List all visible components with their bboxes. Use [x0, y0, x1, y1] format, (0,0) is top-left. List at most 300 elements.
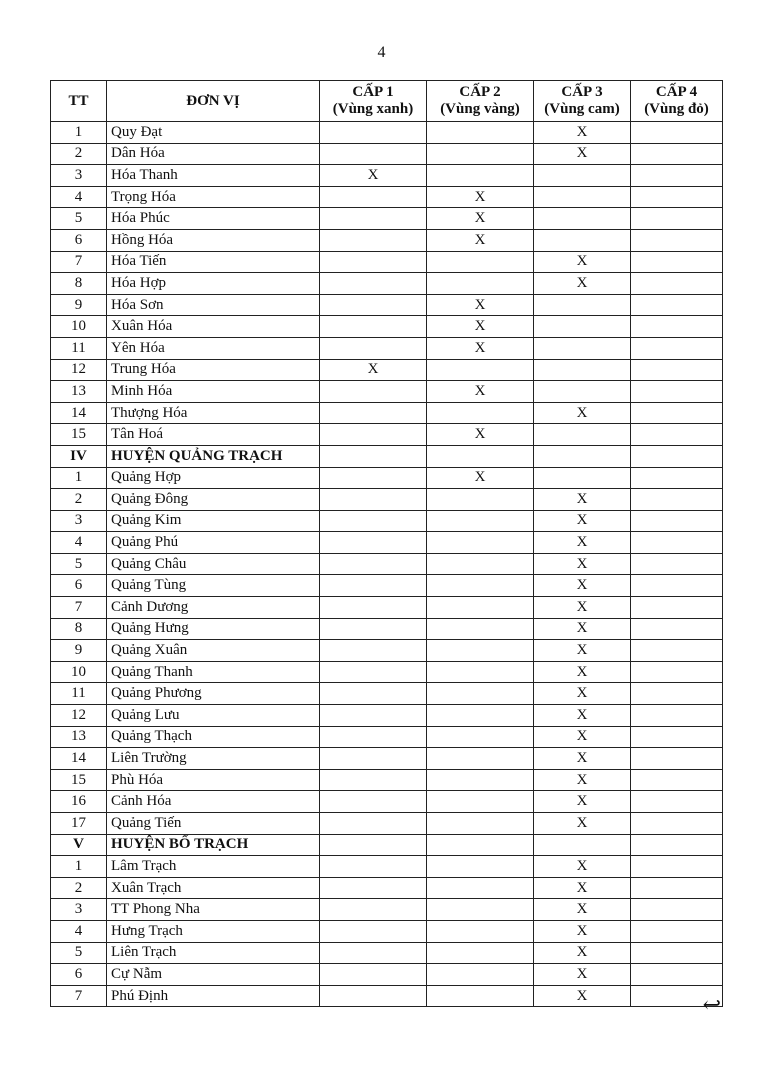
row-tt: 11	[51, 337, 107, 359]
zone-level-table	[50, 80, 723, 1007]
row-cap4	[631, 856, 723, 878]
row-cap1	[320, 661, 427, 683]
row-cap1	[320, 122, 427, 144]
row-name: Cảnh Hóa	[107, 791, 320, 813]
row-tt: 4	[51, 920, 107, 942]
row-cap4	[631, 791, 723, 813]
header-cap3	[534, 81, 631, 122]
row-name: Quảng Thạch	[107, 726, 320, 748]
table-row	[51, 618, 723, 640]
row-cap4	[631, 640, 723, 662]
row-cap4	[631, 813, 723, 835]
row-cap3	[534, 381, 631, 403]
row-cap4	[631, 532, 723, 554]
row-cap4	[631, 381, 723, 403]
row-cap1	[320, 575, 427, 597]
header-cap3-title: CẤP 3	[561, 84, 603, 100]
header-cap4	[631, 81, 723, 122]
row-cap4	[631, 402, 723, 424]
row-cap1	[320, 208, 427, 230]
table-row	[51, 467, 723, 489]
row-cap1	[320, 769, 427, 791]
table-row	[51, 683, 723, 705]
row-cap1	[320, 618, 427, 640]
row-cap2	[427, 122, 534, 144]
row-name: Quảng Hợp	[107, 467, 320, 489]
row-cap3: X	[534, 661, 631, 683]
row-name: Cảnh Dương	[107, 597, 320, 619]
row-cap1	[320, 597, 427, 619]
row-tt: 8	[51, 618, 107, 640]
row-cap2	[427, 532, 534, 554]
header-cap4-title: CẤP 4	[655, 84, 698, 100]
row-cap4	[631, 899, 723, 921]
table-body	[51, 122, 723, 1007]
row-tt: 10	[51, 661, 107, 683]
row-cap1	[320, 877, 427, 899]
row-cap3: X	[534, 510, 631, 532]
table-row	[51, 532, 723, 554]
row-cap4	[631, 337, 723, 359]
row-tt: 5	[51, 208, 107, 230]
row-cap3	[534, 834, 631, 856]
row-cap2: X	[427, 381, 534, 403]
row-cap3: X	[534, 791, 631, 813]
row-tt: 13	[51, 726, 107, 748]
row-cap3	[534, 467, 631, 489]
row-cap1	[320, 683, 427, 705]
row-cap2	[427, 856, 534, 878]
row-cap4	[631, 294, 723, 316]
row-tt: 2	[51, 489, 107, 511]
row-cap3	[534, 165, 631, 187]
header-cap2	[427, 81, 534, 122]
section-row	[51, 834, 723, 856]
row-tt: 2	[51, 143, 107, 165]
row-cap1	[320, 381, 427, 403]
row-cap3: X	[534, 769, 631, 791]
row-tt: 10	[51, 316, 107, 338]
row-tt: 7	[51, 597, 107, 619]
row-cap1	[320, 186, 427, 208]
table-row	[51, 748, 723, 770]
row-cap3	[534, 445, 631, 467]
table-row	[51, 273, 723, 295]
row-cap4	[631, 359, 723, 381]
row-cap1	[320, 834, 427, 856]
table-row	[51, 640, 723, 662]
row-cap2	[427, 705, 534, 727]
row-cap2	[427, 834, 534, 856]
row-tt: 1	[51, 122, 107, 144]
row-cap3: X	[534, 813, 631, 835]
row-cap4	[631, 445, 723, 467]
row-cap3: X	[534, 640, 631, 662]
row-name: Phù Hóa	[107, 769, 320, 791]
row-cap1	[320, 445, 427, 467]
row-cap4	[631, 273, 723, 295]
row-name: Quảng Châu	[107, 553, 320, 575]
row-tt: 14	[51, 402, 107, 424]
row-cap2	[427, 618, 534, 640]
row-cap2: X	[427, 337, 534, 359]
row-cap2: X	[427, 424, 534, 446]
row-tt: IV	[51, 445, 107, 467]
row-cap1: X	[320, 165, 427, 187]
row-name: Dân Hóa	[107, 143, 320, 165]
row-cap3: X	[534, 553, 631, 575]
row-cap1	[320, 489, 427, 511]
row-cap1	[320, 942, 427, 964]
row-name: Trung Hóa	[107, 359, 320, 381]
table-row	[51, 942, 723, 964]
row-tt: 5	[51, 942, 107, 964]
row-cap3: X	[534, 143, 631, 165]
row-name: Hóa Hợp	[107, 273, 320, 295]
row-cap2	[427, 920, 534, 942]
row-cap4	[631, 726, 723, 748]
row-name: Quảng Tiến	[107, 813, 320, 835]
table-row	[51, 489, 723, 511]
row-tt: 3	[51, 165, 107, 187]
row-name: Minh Hóa	[107, 381, 320, 403]
row-cap3: X	[534, 489, 631, 511]
table-row	[51, 920, 723, 942]
row-cap2	[427, 661, 534, 683]
header-don-vi: ĐƠN VỊ	[107, 81, 320, 122]
row-cap1	[320, 705, 427, 727]
row-cap4	[631, 424, 723, 446]
row-name: Quảng Phương	[107, 683, 320, 705]
row-cap3: X	[534, 985, 631, 1007]
row-name: Quảng Kim	[107, 510, 320, 532]
row-name: HUYỆN QUẢNG TRẠCH	[107, 445, 320, 467]
row-cap3	[534, 186, 631, 208]
row-cap3: X	[534, 942, 631, 964]
row-cap3	[534, 208, 631, 230]
table-row	[51, 813, 723, 835]
row-cap2	[427, 359, 534, 381]
row-cap2	[427, 575, 534, 597]
row-tt: 5	[51, 553, 107, 575]
table-row	[51, 359, 723, 381]
row-cap4	[631, 510, 723, 532]
row-cap2	[427, 813, 534, 835]
row-name: Thượng Hóa	[107, 402, 320, 424]
row-cap2	[427, 445, 534, 467]
table-row	[51, 597, 723, 619]
row-cap1	[320, 316, 427, 338]
row-name: Quảng Hưng	[107, 618, 320, 640]
row-cap1	[320, 748, 427, 770]
row-cap1	[320, 510, 427, 532]
row-cap2	[427, 510, 534, 532]
row-tt: V	[51, 834, 107, 856]
row-cap2	[427, 683, 534, 705]
row-cap1	[320, 229, 427, 251]
row-name: Xuân Hóa	[107, 316, 320, 338]
row-name: Hóa Tiến	[107, 251, 320, 273]
row-cap1	[320, 964, 427, 986]
row-cap4	[631, 942, 723, 964]
row-cap4	[631, 229, 723, 251]
table-row	[51, 208, 723, 230]
table-row	[51, 791, 723, 813]
row-tt: 4	[51, 186, 107, 208]
row-tt: 3	[51, 899, 107, 921]
row-cap3: X	[534, 964, 631, 986]
row-name: Phú Định	[107, 985, 320, 1007]
row-name: Liên Trạch	[107, 942, 320, 964]
row-name: Cự Nẫm	[107, 964, 320, 986]
row-cap3	[534, 359, 631, 381]
row-cap3: X	[534, 705, 631, 727]
row-name: Trọng Hóa	[107, 186, 320, 208]
table-row	[51, 316, 723, 338]
row-cap4	[631, 683, 723, 705]
table-row	[51, 769, 723, 791]
header-cap2-sub: (Vùng vàng)	[440, 101, 520, 117]
row-cap1	[320, 337, 427, 359]
row-tt: 9	[51, 294, 107, 316]
page-number: 4	[377, 44, 386, 61]
row-cap2	[427, 748, 534, 770]
table-row	[51, 705, 723, 727]
table-row	[51, 122, 723, 144]
row-cap1	[320, 985, 427, 1007]
row-cap4	[631, 877, 723, 899]
row-tt: 15	[51, 769, 107, 791]
row-cap1	[320, 899, 427, 921]
row-cap1	[320, 273, 427, 295]
row-cap3: X	[534, 748, 631, 770]
row-cap4	[631, 964, 723, 986]
row-cap3: X	[534, 683, 631, 705]
section-row	[51, 445, 723, 467]
row-cap3: X	[534, 856, 631, 878]
header-cap4-sub: (Vùng đỏ)	[644, 101, 709, 117]
row-cap1	[320, 402, 427, 424]
row-cap4	[631, 618, 723, 640]
row-name: Quảng Thanh	[107, 661, 320, 683]
row-cap4	[631, 316, 723, 338]
row-cap3: X	[534, 273, 631, 295]
row-cap2: X	[427, 294, 534, 316]
row-cap3: X	[534, 575, 631, 597]
row-cap4	[631, 920, 723, 942]
row-name: Quảng Lưu	[107, 705, 320, 727]
row-tt: 11	[51, 683, 107, 705]
row-cap3: X	[534, 726, 631, 748]
row-tt: 9	[51, 640, 107, 662]
row-cap4	[631, 834, 723, 856]
row-name: Quảng Tùng	[107, 575, 320, 597]
row-name: Hưng Trạch	[107, 920, 320, 942]
table-row	[51, 186, 723, 208]
row-tt: 1	[51, 856, 107, 878]
row-cap3: X	[534, 618, 631, 640]
row-cap4	[631, 143, 723, 165]
row-cap1	[320, 813, 427, 835]
row-cap2	[427, 553, 534, 575]
row-cap2	[427, 597, 534, 619]
row-name: Lâm Trạch	[107, 856, 320, 878]
row-cap2	[427, 489, 534, 511]
row-cap2	[427, 165, 534, 187]
table-row	[51, 229, 723, 251]
table-row	[51, 510, 723, 532]
row-cap1	[320, 920, 427, 942]
row-tt: 3	[51, 510, 107, 532]
table-row	[51, 402, 723, 424]
row-name: Tân Hoá	[107, 424, 320, 446]
header-cap2-title: CẤP 2	[459, 84, 501, 100]
row-cap4	[631, 186, 723, 208]
row-cap1: X	[320, 359, 427, 381]
table-row	[51, 553, 723, 575]
row-cap3: X	[534, 402, 631, 424]
table-row	[51, 575, 723, 597]
row-tt: 6	[51, 575, 107, 597]
row-cap1	[320, 294, 427, 316]
row-name: Hóa Phúc	[107, 208, 320, 230]
header-cap1-sub: (Vùng xanh)	[332, 101, 414, 117]
row-tt: 15	[51, 424, 107, 446]
row-cap1	[320, 467, 427, 489]
row-name: Quảng Phú	[107, 532, 320, 554]
row-cap2	[427, 791, 534, 813]
row-cap2	[427, 942, 534, 964]
row-cap4	[631, 705, 723, 727]
table-row	[51, 985, 723, 1007]
row-tt: 14	[51, 748, 107, 770]
table-row	[51, 294, 723, 316]
row-tt: 12	[51, 705, 107, 727]
row-cap3: X	[534, 597, 631, 619]
row-cap3	[534, 424, 631, 446]
header-cap1-title: CẤP 1	[352, 84, 394, 100]
row-cap2	[427, 640, 534, 662]
table-row	[51, 337, 723, 359]
row-cap4	[631, 251, 723, 273]
row-cap2	[427, 273, 534, 295]
row-tt: 7	[51, 251, 107, 273]
row-tt: 13	[51, 381, 107, 403]
row-name: Quy Đạt	[107, 122, 320, 144]
row-cap1	[320, 553, 427, 575]
row-cap4	[631, 553, 723, 575]
row-cap1	[320, 251, 427, 273]
row-cap4	[631, 208, 723, 230]
table-row	[51, 899, 723, 921]
row-cap4	[631, 748, 723, 770]
row-cap1	[320, 424, 427, 446]
row-cap2: X	[427, 467, 534, 489]
row-cap4	[631, 661, 723, 683]
row-name: TT Phong Nha	[107, 899, 320, 921]
row-cap3	[534, 229, 631, 251]
table-row	[51, 381, 723, 403]
row-cap2	[427, 964, 534, 986]
row-cap1	[320, 640, 427, 662]
row-name: Hồng Hóa	[107, 229, 320, 251]
row-tt: 6	[51, 229, 107, 251]
row-name: Hóa Sơn	[107, 294, 320, 316]
row-cap3	[534, 337, 631, 359]
row-cap2	[427, 899, 534, 921]
row-cap3: X	[534, 122, 631, 144]
row-tt: 7	[51, 985, 107, 1007]
row-cap1	[320, 791, 427, 813]
row-cap1	[320, 143, 427, 165]
row-name: Quảng Đông	[107, 489, 320, 511]
row-cap2: X	[427, 208, 534, 230]
table-row	[51, 856, 723, 878]
row-cap2	[427, 769, 534, 791]
table-row	[51, 165, 723, 187]
row-cap4	[631, 122, 723, 144]
row-cap3	[534, 316, 631, 338]
row-cap3	[534, 294, 631, 316]
row-tt: 4	[51, 532, 107, 554]
row-cap1	[320, 532, 427, 554]
row-cap4	[631, 769, 723, 791]
table-row	[51, 877, 723, 899]
row-cap2: X	[427, 316, 534, 338]
row-name: Liên Trường	[107, 748, 320, 770]
header-cap3-sub: (Vùng cam)	[544, 101, 620, 117]
row-tt: 6	[51, 964, 107, 986]
row-cap3: X	[534, 899, 631, 921]
row-cap2	[427, 402, 534, 424]
row-cap2	[427, 985, 534, 1007]
table-row	[51, 251, 723, 273]
table-row	[51, 964, 723, 986]
row-cap2	[427, 143, 534, 165]
row-cap3: X	[534, 251, 631, 273]
row-tt: 1	[51, 467, 107, 489]
table-header	[51, 81, 723, 122]
row-cap4	[631, 467, 723, 489]
row-cap2	[427, 251, 534, 273]
header-tt: TT	[51, 81, 107, 122]
signature-mark: ↩	[702, 992, 721, 1017]
table-row	[51, 726, 723, 748]
row-name: HUYỆN BỐ TRẠCH	[107, 834, 320, 856]
table-row	[51, 424, 723, 446]
row-tt: 8	[51, 273, 107, 295]
row-cap2: X	[427, 186, 534, 208]
row-cap1	[320, 726, 427, 748]
row-cap3: X	[534, 920, 631, 942]
row-cap4	[631, 489, 723, 511]
row-name: Yên Hóa	[107, 337, 320, 359]
row-cap2	[427, 726, 534, 748]
row-tt: 16	[51, 791, 107, 813]
row-name: Quảng Xuân	[107, 640, 320, 662]
table-row	[51, 143, 723, 165]
row-tt: 12	[51, 359, 107, 381]
row-tt: 17	[51, 813, 107, 835]
row-cap3: X	[534, 877, 631, 899]
row-cap4	[631, 597, 723, 619]
row-cap4	[631, 165, 723, 187]
row-tt: 2	[51, 877, 107, 899]
header-cap1	[320, 81, 427, 122]
table-row	[51, 661, 723, 683]
row-cap1	[320, 856, 427, 878]
row-name: Hóa Thanh	[107, 165, 320, 187]
